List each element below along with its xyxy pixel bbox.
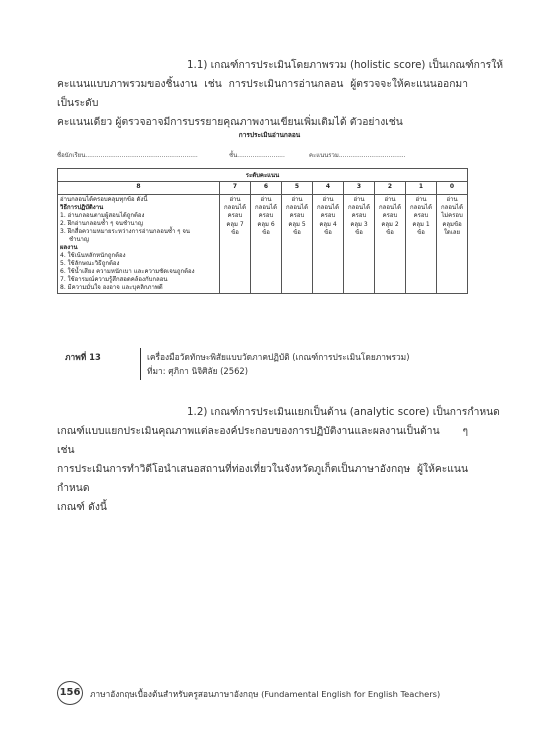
level-description-line: กลอนได้ bbox=[224, 204, 246, 212]
criteria-line: อ่านกลอนได้ครอบคลุมทุกข้อ ดังนี้ bbox=[60, 196, 148, 203]
score-column-header: 1 bbox=[406, 182, 437, 195]
figure-source: ที่มา: ศุภิกา นิจิศิลัย (2562) bbox=[147, 366, 248, 376]
figure-title: เครื่องมือวัดทักษะพิสัยแบบวัดภาคปฏิบัติ (เกณฑ์การประเมินโดยภาพรวม) bbox=[147, 352, 410, 362]
level-description-line: อ่าน bbox=[353, 196, 365, 203]
level-description-line: อ่าน bbox=[229, 196, 241, 203]
level-description-line: คลุม 3 bbox=[350, 220, 368, 228]
level-description-line: กลอนได้ bbox=[348, 204, 370, 212]
criteria-line: 8. มีความมั่นใจ องอาจ และบุคลิกภาพดี bbox=[60, 284, 163, 291]
level-description-line: ข้อ bbox=[293, 228, 301, 236]
level-description-line: กลอนได้ bbox=[410, 204, 432, 212]
paragraph-line: 1.1) เกณฑ์การประเมินโดยภาพรวม (holistic score) เป็นเกณฑ์การให้ bbox=[187, 59, 504, 71]
level-description-line: อ่าน bbox=[260, 196, 272, 203]
level-description-line: อ่าน bbox=[446, 196, 458, 203]
figure-label: ภาพที่ 13 bbox=[65, 352, 101, 362]
score-column-header: 4 bbox=[313, 182, 344, 195]
level-description-line: คลุม 4 bbox=[319, 220, 337, 228]
rubric-content-row bbox=[58, 195, 468, 294]
level-description-line: กลอนได้ bbox=[255, 204, 277, 212]
criteria-line: 1. อ่านกลอนตามผู้สอนได้ถูกต้อง bbox=[60, 212, 145, 219]
level-description-line: อ่าน bbox=[384, 196, 396, 203]
criteria-description-cell bbox=[58, 195, 220, 294]
level-description-line: คลุม 5 bbox=[288, 220, 306, 228]
level-description-line: กลอนได้ bbox=[317, 204, 339, 212]
paragraph-analytic-score bbox=[57, 403, 500, 517]
level-description-line: กลอนได้ bbox=[286, 204, 308, 212]
criteria-line: ชำนาญ bbox=[69, 236, 90, 243]
level-description-cell bbox=[251, 195, 282, 294]
level-description-line: กลอนได้ bbox=[379, 204, 401, 212]
level-description-line: กลอนได้ bbox=[441, 204, 463, 212]
score-columns-row bbox=[58, 182, 468, 195]
page-number-badge: 156 bbox=[57, 681, 83, 705]
level-description-line: ไม่ครอบ bbox=[441, 212, 463, 220]
form-title: การประเมินอ่านกลอน bbox=[238, 131, 301, 139]
level-description-line: คลุม 2 bbox=[381, 220, 399, 228]
level-description-line: ครอบ bbox=[289, 212, 305, 220]
score-column-header: 6 bbox=[251, 182, 282, 195]
score-column-header: 8 bbox=[58, 182, 220, 195]
level-description-cell bbox=[282, 195, 313, 294]
level-description-cell bbox=[406, 195, 437, 294]
criteria-line: ผลงาน bbox=[60, 244, 78, 251]
paragraph-line: 1.2) เกณฑ์การประเมินแยกเป็นด้าน (analytic score) เป็นการกำหนด bbox=[187, 406, 500, 418]
level-description-line: ข้อ bbox=[324, 228, 332, 236]
student-name-field: ชื่อนักเรียน........................................................... bbox=[57, 152, 198, 159]
level-description-line: อ่าน bbox=[291, 196, 303, 203]
level-description-line: ข้อ bbox=[386, 228, 394, 236]
level-description-line: ข้อ bbox=[417, 228, 425, 236]
level-description-line: คลุม 6 bbox=[257, 220, 275, 228]
caption-divider bbox=[140, 348, 141, 380]
level-description-cell bbox=[220, 195, 251, 294]
level-description-line: ครอบ bbox=[320, 212, 336, 220]
level-description-line: ครอบ bbox=[382, 212, 398, 220]
page-footer bbox=[57, 681, 487, 705]
score-column-header: 7 bbox=[220, 182, 251, 195]
criteria-line: 5. ใช้ลักษณะวิธีถูกต้อง bbox=[60, 260, 120, 267]
level-description-line: คลุม 7 bbox=[226, 220, 244, 228]
level-description-line: ครอบ bbox=[413, 212, 429, 220]
total-score-field: คะแนนรวม................................... bbox=[309, 152, 406, 159]
criteria-line: 3. ฝึกสื่อความหมายระหว่างการอ่านกลอนซ้ำ ๆ จน bbox=[60, 228, 191, 235]
level-description-line: ครอบ bbox=[351, 212, 367, 220]
level-description-line: ข้อ bbox=[262, 228, 270, 236]
level-description-cell bbox=[344, 195, 375, 294]
score-column-header: 5 bbox=[282, 182, 313, 195]
level-description-line: ข้อ bbox=[231, 228, 239, 236]
criteria-line: 2. ฝึกอ่านกลอนซ้ำ ๆ จนชำนาญ bbox=[60, 220, 143, 227]
level-description-line: ข้อ bbox=[355, 228, 363, 236]
score-level-header: ระดับคะแนน bbox=[58, 169, 468, 182]
holistic-rubric-table bbox=[57, 168, 468, 294]
level-description-line: ครอบ bbox=[258, 212, 274, 220]
criteria-line: 7. ใช้อารมณ์ความรู้สึกสอดคล้องกับกลอน bbox=[60, 276, 168, 283]
level-description-cell bbox=[437, 195, 468, 294]
running-title: ภาษาอังกฤษเบื้องต้นสำหรับครูสอนภาษาอังกฤษ (Fundamental English for English Teachers) bbox=[90, 689, 441, 699]
level-description-line: ใดเลย bbox=[443, 228, 461, 236]
paragraph-line: คะแนนเดียว ผู้ตรวจอาจมีการบรรยายคุณภาพงานเขียนเพิ่มเติมได้ ตัวอย่างเช่น bbox=[57, 116, 403, 128]
level-description-cell bbox=[313, 195, 344, 294]
paragraph-holistic-score bbox=[57, 56, 504, 132]
paragraph-line: คะแนนแบบภาพรวมของชิ้นงาน เช่น การประเมินการอ่านกลอน ผู้ตรวจจะให้คะแนนออกมาเป็นระดับ bbox=[57, 78, 468, 109]
level-description-line: อ่าน bbox=[322, 196, 334, 203]
level-description-cell bbox=[375, 195, 406, 294]
score-column-header: 0 bbox=[437, 182, 468, 195]
criteria-line: 6. ใช้น้ำเสียง ความหนักเบา และความชัดเจนถูกต้อง bbox=[60, 268, 195, 275]
level-description-line: อ่าน bbox=[415, 196, 427, 203]
criteria-line: 4. ใช้เน้นหลักหนักถูกต้อง bbox=[60, 252, 126, 259]
class-field: ชั้น......................... bbox=[229, 152, 285, 159]
score-column-header: 3 bbox=[344, 182, 375, 195]
criteria-line: วิธีการปฏิบัติงาน bbox=[60, 204, 104, 211]
level-description-line: คลุมข้อ bbox=[442, 220, 462, 228]
paragraph-line: การประเมินการทำวิดีโอนำเสนอสถานที่ท่องเที่ยวในจังหวัดภูเก็ตเป็นภาษาอังกฤษ ผู้ให้คะแนนกำหนด bbox=[57, 463, 468, 494]
paragraph-line: เกณฑ์แบบแยกประเมินคุณภาพแต่ละองค์ประกอบของการปฏิบัติงานและผลงานเป็นด้าน ๆ เช่น bbox=[57, 425, 468, 456]
level-description-line: ครอบ bbox=[227, 212, 243, 220]
level-description-line: คลุม 1 bbox=[412, 220, 430, 228]
score-column-header: 2 bbox=[375, 182, 406, 195]
paragraph-line: เกณฑ์ ดังนี้ bbox=[57, 501, 107, 513]
